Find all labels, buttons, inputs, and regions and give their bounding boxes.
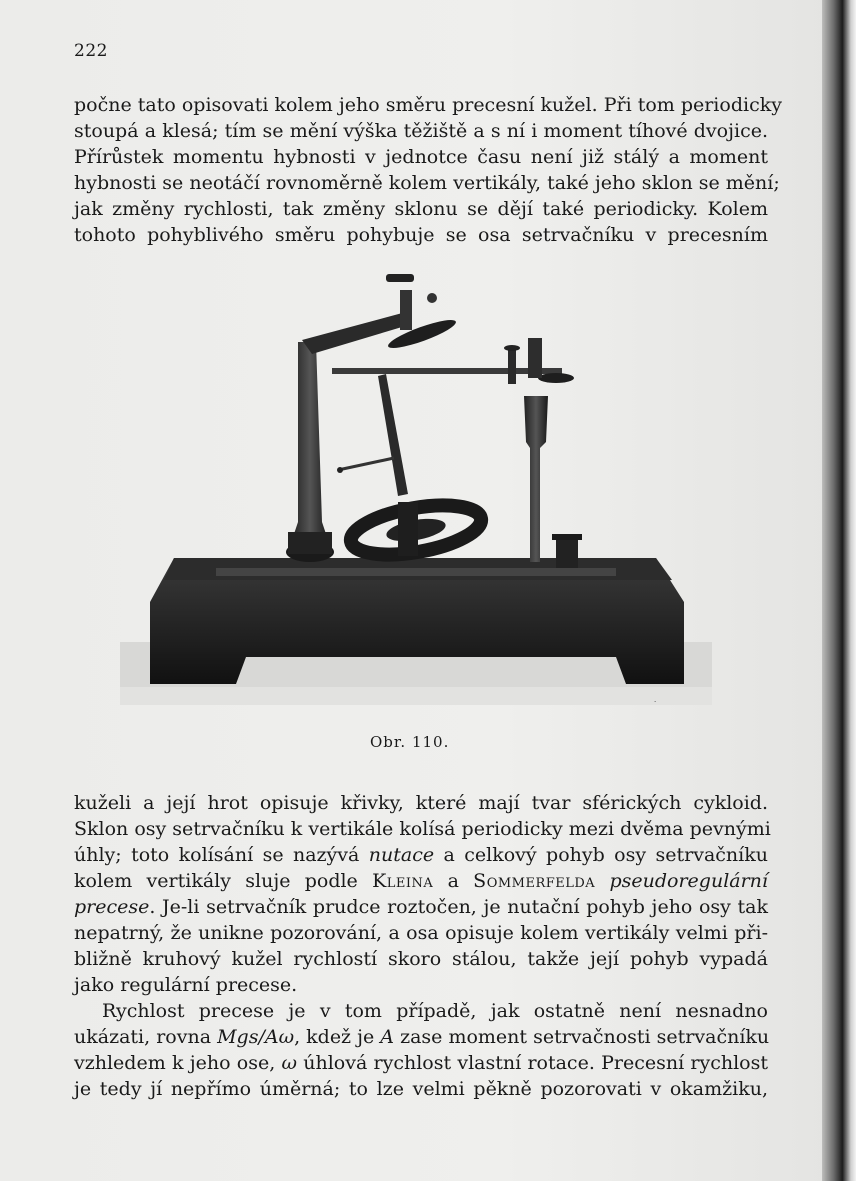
figure-caption: Obr. 110. [370,733,450,751]
text-run: ukázati, rovna [74,1026,218,1048]
text-line [74,868,768,894]
svg-text:·: · [654,698,657,706]
text-run: a [433,870,474,892]
text-run: . Je-li setrvačník prudce roztočen, je nutační pohyb jeho osy tak [149,896,768,918]
text-line: počne tato opisovati kolem jeho směru precesní kužel. Při tom periodicky [74,94,782,116]
text-line: je tedy jí nepřímo úměrná; to lze velmi pěkně pozorovati v okamžiku, [74,1078,768,1100]
term-pseudoregular: pseudoregulární [595,870,768,892]
text-run: úhly; toto kolísání se nazývá [74,844,369,866]
book-spine [822,0,856,1181]
text-line: stoupá a klesá; tím se mění výška těžiště a s ní i moment tíhové dvojice. [74,120,768,142]
text-line: Sklon osy setrvačníku k vertikále kolísá periodicky mezi dvěma pevnými [74,818,771,840]
text-line: jak změny rychlosti, tak změny sklonu se dějí také periodicky. Kolem [74,198,768,220]
text-run: kolem vertikály sluje podle [74,870,373,892]
text-line [74,1024,768,1050]
text-line: tohoto pohyblivého směru pohybuje se osa setrvačníku v precesním [74,224,768,246]
author-klein: Kleina [372,870,434,892]
text-run: zase moment setrvačnosti setrvačníku [394,1026,770,1048]
text-line: hybnosti se neotáčí rovnoměrně kolem vertikály, také jeho sklon se mění; [74,172,780,194]
term-nutace: nutace [368,844,435,866]
text-run: úhlová rychlost vlastní rotace. Precesní rychlost [297,1052,768,1074]
term-precese: precese [74,896,150,918]
paragraph-mid [74,790,771,998]
text-run: a celkový pohyb osy setrvačníku [434,844,768,866]
text-line: jako regulární precese. [74,974,298,996]
formula: Mgs/Aω [217,1026,295,1048]
gyroscope-apparatus-photo [116,262,716,712]
text-run: vzhledem k jeho ose, [74,1052,282,1074]
text-run: , kdež je [294,1026,381,1048]
text-line [74,1050,768,1076]
paragraph-bottom [74,998,768,1102]
author-sommerfeld: Sommerfelda [473,870,596,892]
text-line: nepatrný, že unikne pozorování, a osa opisuje kolem vertikály velmi při- [74,922,768,944]
page-number: 222 [74,41,108,61]
text-line: bližně kruhový kužel rychlostí skoro stálou, takže její pohyb vypadá [74,948,768,970]
text-line [74,842,768,868]
symbol-omega: ω [281,1052,297,1074]
text-line: kuželi a její hrot opisuje křivky, které mají tvar sférických cykloid. [74,792,768,814]
text-line: Přírůstek momentu hybnosti v jednotce času není již stálý a moment [74,146,768,168]
text-line: Rychlost precese je v tom případě, jak ostatně není nesnadno [102,1000,768,1022]
text-line [74,894,768,920]
paragraph-top [74,92,782,248]
symbol-a: A [380,1026,395,1048]
